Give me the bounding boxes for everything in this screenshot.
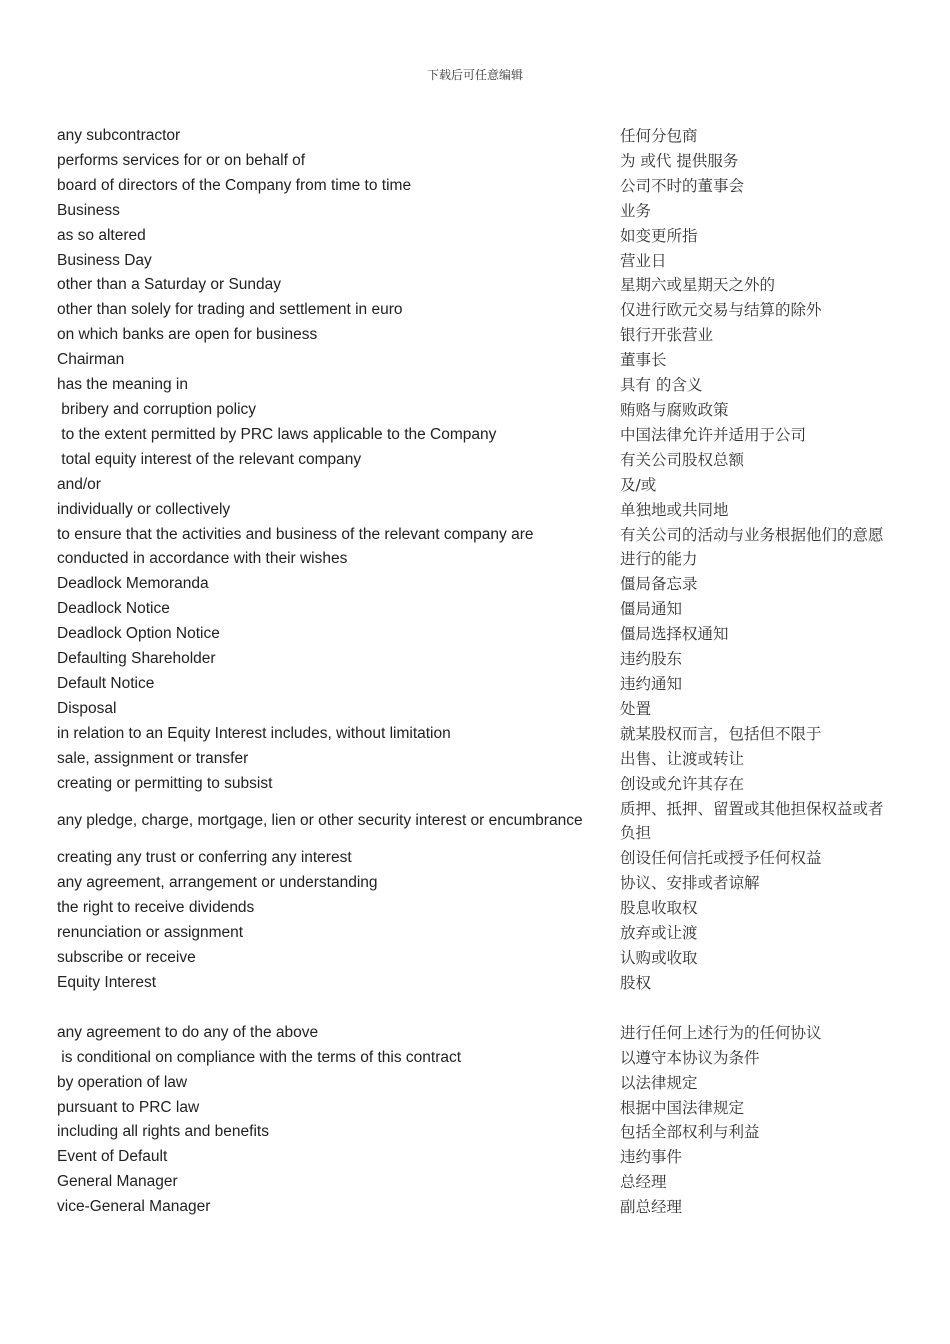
chinese-term: 仅进行欧元交易与结算的除外 [620, 301, 822, 320]
chinese-term: 董事长 [620, 351, 667, 370]
glossary-row [57, 373, 902, 398]
glossary-row [57, 672, 902, 697]
chinese-term: 中国法律允许并适用于公司 [620, 425, 807, 444]
glossary-row [57, 971, 902, 996]
english-term: as so altered [57, 226, 146, 244]
glossary-row [57, 747, 902, 772]
english-term: by operation of law [57, 1073, 188, 1091]
english-term: Default Notice [57, 674, 155, 692]
english-term: in relation to an Equity Interest includes, without limitation [57, 724, 451, 742]
english-term: vice-General Manager [57, 1198, 211, 1216]
glossary-row [57, 398, 902, 423]
chinese-term: 具有 的含义 [620, 376, 703, 395]
glossary-row [57, 124, 902, 149]
english-term: Business [57, 201, 120, 219]
english-term: Deadlock Option Notice [57, 625, 220, 643]
glossary-row [57, 846, 902, 871]
english-term: Chairman [57, 351, 125, 369]
glossary-row [57, 523, 902, 548]
chinese-term: 总经理 [620, 1173, 667, 1192]
english-term: other than solely for trading and settlement in euro [57, 301, 403, 319]
english-term: other than a Saturday or Sunday [57, 276, 282, 294]
english-term: conducted in accordance with their wishes [57, 550, 348, 568]
english-term: Deadlock Memoranda [57, 575, 209, 593]
glossary-row [57, 1071, 902, 1096]
chinese-term: 及/或 [620, 475, 657, 494]
english-term: to ensure that the activities and business of the relevant company are [57, 525, 534, 543]
chinese-term: 星期六或星期天之外的 [620, 276, 776, 295]
chinese-term: 僵局选择权通知 [620, 625, 729, 644]
glossary-row [57, 871, 902, 896]
chinese-term: 认购或收取 [620, 949, 698, 968]
chinese-term: 单独地或共同地 [620, 500, 729, 519]
chinese-term: 创设或允许其存在 [620, 774, 745, 793]
glossary-row [57, 1170, 902, 1195]
glossary-table [57, 124, 902, 1220]
chinese-term: 包括全部权利与利益 [620, 1123, 760, 1142]
glossary-row [57, 423, 902, 448]
glossary-row [57, 348, 902, 373]
glossary-row [57, 772, 902, 797]
english-term: performs services for or on behalf of [57, 151, 306, 169]
english-term: General Manager [57, 1173, 178, 1191]
english-term: Event of Default [57, 1148, 168, 1166]
chinese-term: 以法律规定 [620, 1073, 698, 1092]
chinese-term: 为 或代 提供服务 [620, 151, 739, 170]
glossary-row [57, 1195, 902, 1220]
glossary-row [57, 921, 902, 946]
english-term: any agreement to do any of the above [57, 1023, 319, 1041]
chinese-term: 公司不时的董事会 [620, 176, 745, 195]
english-term: creating or permitting to subsist [57, 774, 273, 792]
glossary-row [57, 1120, 902, 1145]
chinese-term: 业务 [620, 201, 652, 220]
chinese-term: 违约事件 [620, 1148, 683, 1167]
english-term: creating any trust or conferring any interest [57, 849, 352, 867]
english-term: Defaulting Shareholder [57, 650, 216, 668]
chinese-term: 以遵守本协议为条件 [620, 1048, 760, 1067]
chinese-term: 协议、安排或者谅解 [620, 874, 760, 893]
english-term: Disposal [57, 699, 117, 717]
chinese-term: 就某股权而言，包括但不限于 [620, 724, 822, 743]
chinese-term: 违约股东 [620, 650, 683, 669]
glossary-row [57, 473, 902, 498]
glossary-row [57, 1021, 902, 1046]
chinese-term: 处置 [620, 699, 652, 718]
english-term: subscribe or receive [57, 949, 196, 967]
glossary-row [57, 323, 902, 348]
chinese-term: 僵局通知 [620, 600, 683, 619]
glossary-row [57, 1096, 902, 1121]
glossary-row [57, 722, 902, 747]
chinese-term: 僵局备忘录 [620, 575, 698, 594]
chinese-term: 违约通知 [620, 674, 683, 693]
english-term: board of directors of the Company from time to time [57, 176, 412, 194]
english-term: any subcontractor [57, 127, 181, 144]
glossary-row [57, 149, 902, 174]
glossary-row [57, 796, 902, 846]
english-term: sale, assignment or transfer [57, 749, 249, 767]
glossary-row [57, 547, 902, 572]
glossary-row [57, 199, 902, 224]
glossary-row [57, 298, 902, 323]
glossary-row [57, 647, 902, 672]
glossary-row [57, 572, 902, 597]
chinese-term: 有关公司的活动与业务根据他们的意愿 [620, 525, 884, 544]
chinese-term: 根据中国法律规定 [620, 1098, 745, 1117]
english-term: and/or [57, 475, 101, 493]
english-term: renunciation or assignment [57, 924, 244, 942]
chinese-term: 股权 [620, 974, 652, 992]
english-term: Business Day [57, 251, 152, 269]
english-term: bribery and corruption policy [57, 400, 257, 418]
chinese-term: 副总经理 [620, 1198, 683, 1217]
english-term: individually or collectively [57, 500, 231, 518]
chinese-term: 质押、抵押、留置或其他担保权益或者负担 [620, 799, 884, 843]
page-header: 下载后可任意编辑 [426, 68, 523, 82]
chinese-term: 放弃或让渡 [620, 924, 698, 943]
chinese-term: 有关公司股权总额 [620, 450, 745, 469]
glossary-row [57, 622, 902, 647]
english-term: including all rights and benefits [57, 1123, 269, 1141]
chinese-term: 创设任何信托或授予任何权益 [620, 849, 822, 868]
english-term: to the extent permitted by PRC laws applicable to the Company [57, 425, 497, 443]
chinese-term: 股息收取权 [620, 899, 698, 918]
glossary-row [57, 448, 902, 473]
glossary-row [57, 946, 902, 971]
glossary-row [57, 249, 902, 274]
glossary-row [57, 174, 902, 199]
glossary-row [57, 273, 902, 298]
chinese-term: 出售、让渡或转让 [620, 749, 745, 768]
glossary-row [57, 1046, 902, 1071]
glossary-row [57, 597, 902, 622]
chinese-term: 进行任何上述行为的任何协议 [620, 1023, 822, 1042]
english-term: any pledge, charge, mortgage, lien or other security interest or encumbrance [57, 812, 583, 830]
chinese-term: 任何分包商 [620, 127, 698, 145]
glossary-row [57, 896, 902, 921]
english-term: total equity interest of the relevant company [57, 450, 362, 468]
english-term: Equity Interest [57, 974, 157, 991]
chinese-term: 进行的能力 [620, 550, 698, 569]
glossary-row [57, 224, 902, 249]
chinese-term: 银行开张营业 [620, 326, 714, 345]
glossary-row [57, 697, 902, 722]
english-term: has the meaning in [57, 376, 188, 394]
chinese-term: 如变更所指 [620, 226, 698, 245]
glossary-row [57, 1145, 902, 1170]
chinese-term: 贿赂与腐败政策 [620, 400, 729, 419]
english-term: on which banks are open for business [57, 326, 318, 344]
chinese-term: 营业日 [620, 251, 667, 270]
glossary-row [57, 498, 902, 523]
glossary-spacer [57, 996, 902, 1021]
english-term: any agreement, arrangement or understanding [57, 874, 378, 892]
english-term: is conditional on compliance with the terms of this contract [57, 1048, 462, 1066]
english-term: Deadlock Notice [57, 600, 170, 618]
english-term: the right to receive dividends [57, 899, 255, 917]
english-term: pursuant to PRC law [57, 1098, 200, 1116]
